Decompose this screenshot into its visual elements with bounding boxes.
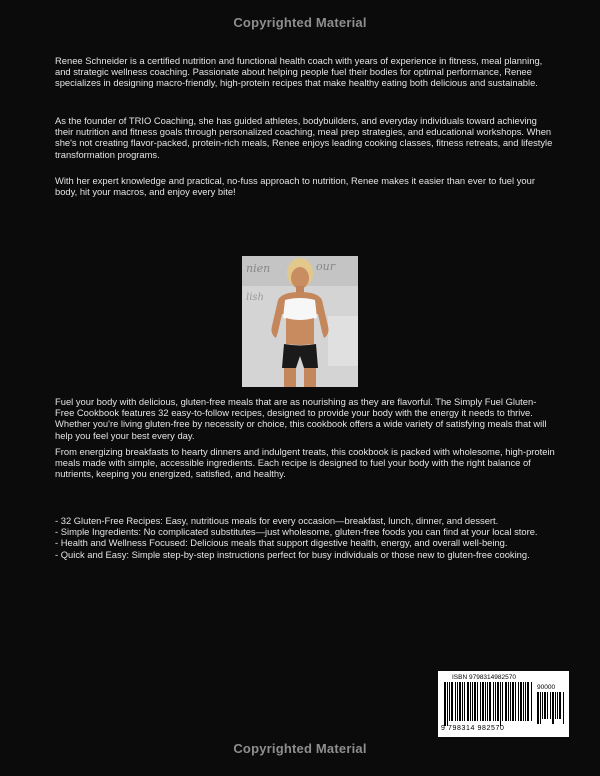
author-bio-paragraph-3: With her expert knowledge and practical, no-fuss approach to nutrition, Renee makes it easier than ever to fuel your body, hit your macros, and enjoy every bite! — [55, 175, 535, 198]
svg-text:nien: nien — [246, 262, 271, 275]
feature-item: - Simple Ingredients: No complicated substitutes—just wholesome, gluten-free foods you can find at your local store. — [55, 526, 538, 538]
barcode-digits: 9 798314 982570 — [441, 725, 505, 732]
isbn-barcode-box — [438, 671, 569, 737]
copyright-watermark-bottom: Copyrighted Material — [233, 741, 367, 756]
author-photo — [242, 256, 358, 387]
book-description-paragraph-2: From energizing breakfasts to hearty dinners and indulgent treats, this cookbook is packed with wholesome, high-protein meals made with simple, accessible ingredients. Each recipe is designed to fuel your body with the right balance of nutrients, keeping you energized, satisfied, and healthy. — [55, 446, 555, 480]
feature-item: - 32 Gluten-Free Recipes: Easy, nutritious meals for every occasion—breakfast, lunch, dinner, and dessert. — [55, 515, 499, 526]
author-bio-paragraph-2: As the founder of TRIO Coaching, she has guided athletes, bodybuilders, and everyday individuals toward achieving their nutrition and fitness goals through personalized coaching, meal prep strategies, and educational workshops. When she's not creating flavor-packed, protein-rich meals, Renee enjoys leading cooking classes, fitness retreats, and lifestyle transformation programs. — [55, 115, 553, 160]
addon-barcode — [537, 692, 565, 732]
ean13-barcode — [444, 682, 534, 726]
price-code: 90000 — [537, 684, 556, 691]
feature-item: - Health and Wellness Focused: Delicious meals that support digestive health, energy, and overall well-being. — [55, 537, 508, 549]
feature-list — [55, 515, 555, 560]
copyright-watermark-top: Copyrighted Material — [233, 15, 367, 30]
author-photo-illustration — [242, 256, 358, 387]
svg-text:our: our — [316, 260, 335, 273]
svg-text:lish: lish — [246, 292, 264, 303]
isbn-label: ISBN 9798314982570 — [452, 674, 516, 681]
feature-item: - Quick and Easy: Simple step-by-step instructions perfect for busy individuals or those new to gluten-free cooking. — [55, 548, 530, 560]
author-bio-paragraph-1: Renee Schneider is a certified nutrition and functional health coach with years of experience in fitness, meal planning, and strategic wellness coaching. Passionate about helping people fuel their bodies for optimal performance, Renee specializes in designing macro-friendly, high-protein recipes that make healthy eating both delicious and sustainable. — [55, 55, 543, 89]
book-description-paragraph-1: Fuel your body with delicious, gluten-free meals that are as nourishing as they are flavorful. The Simply Fuel Gluten-Free Cookbook features 32 easy-to-follow recipes, designed to provide your body with the energy it needs to thrive. Whether you're living gluten-free by necessity or choice, this cookbook offers a wide variety of satisfying meals that will help you feel your best every day. — [55, 396, 547, 441]
